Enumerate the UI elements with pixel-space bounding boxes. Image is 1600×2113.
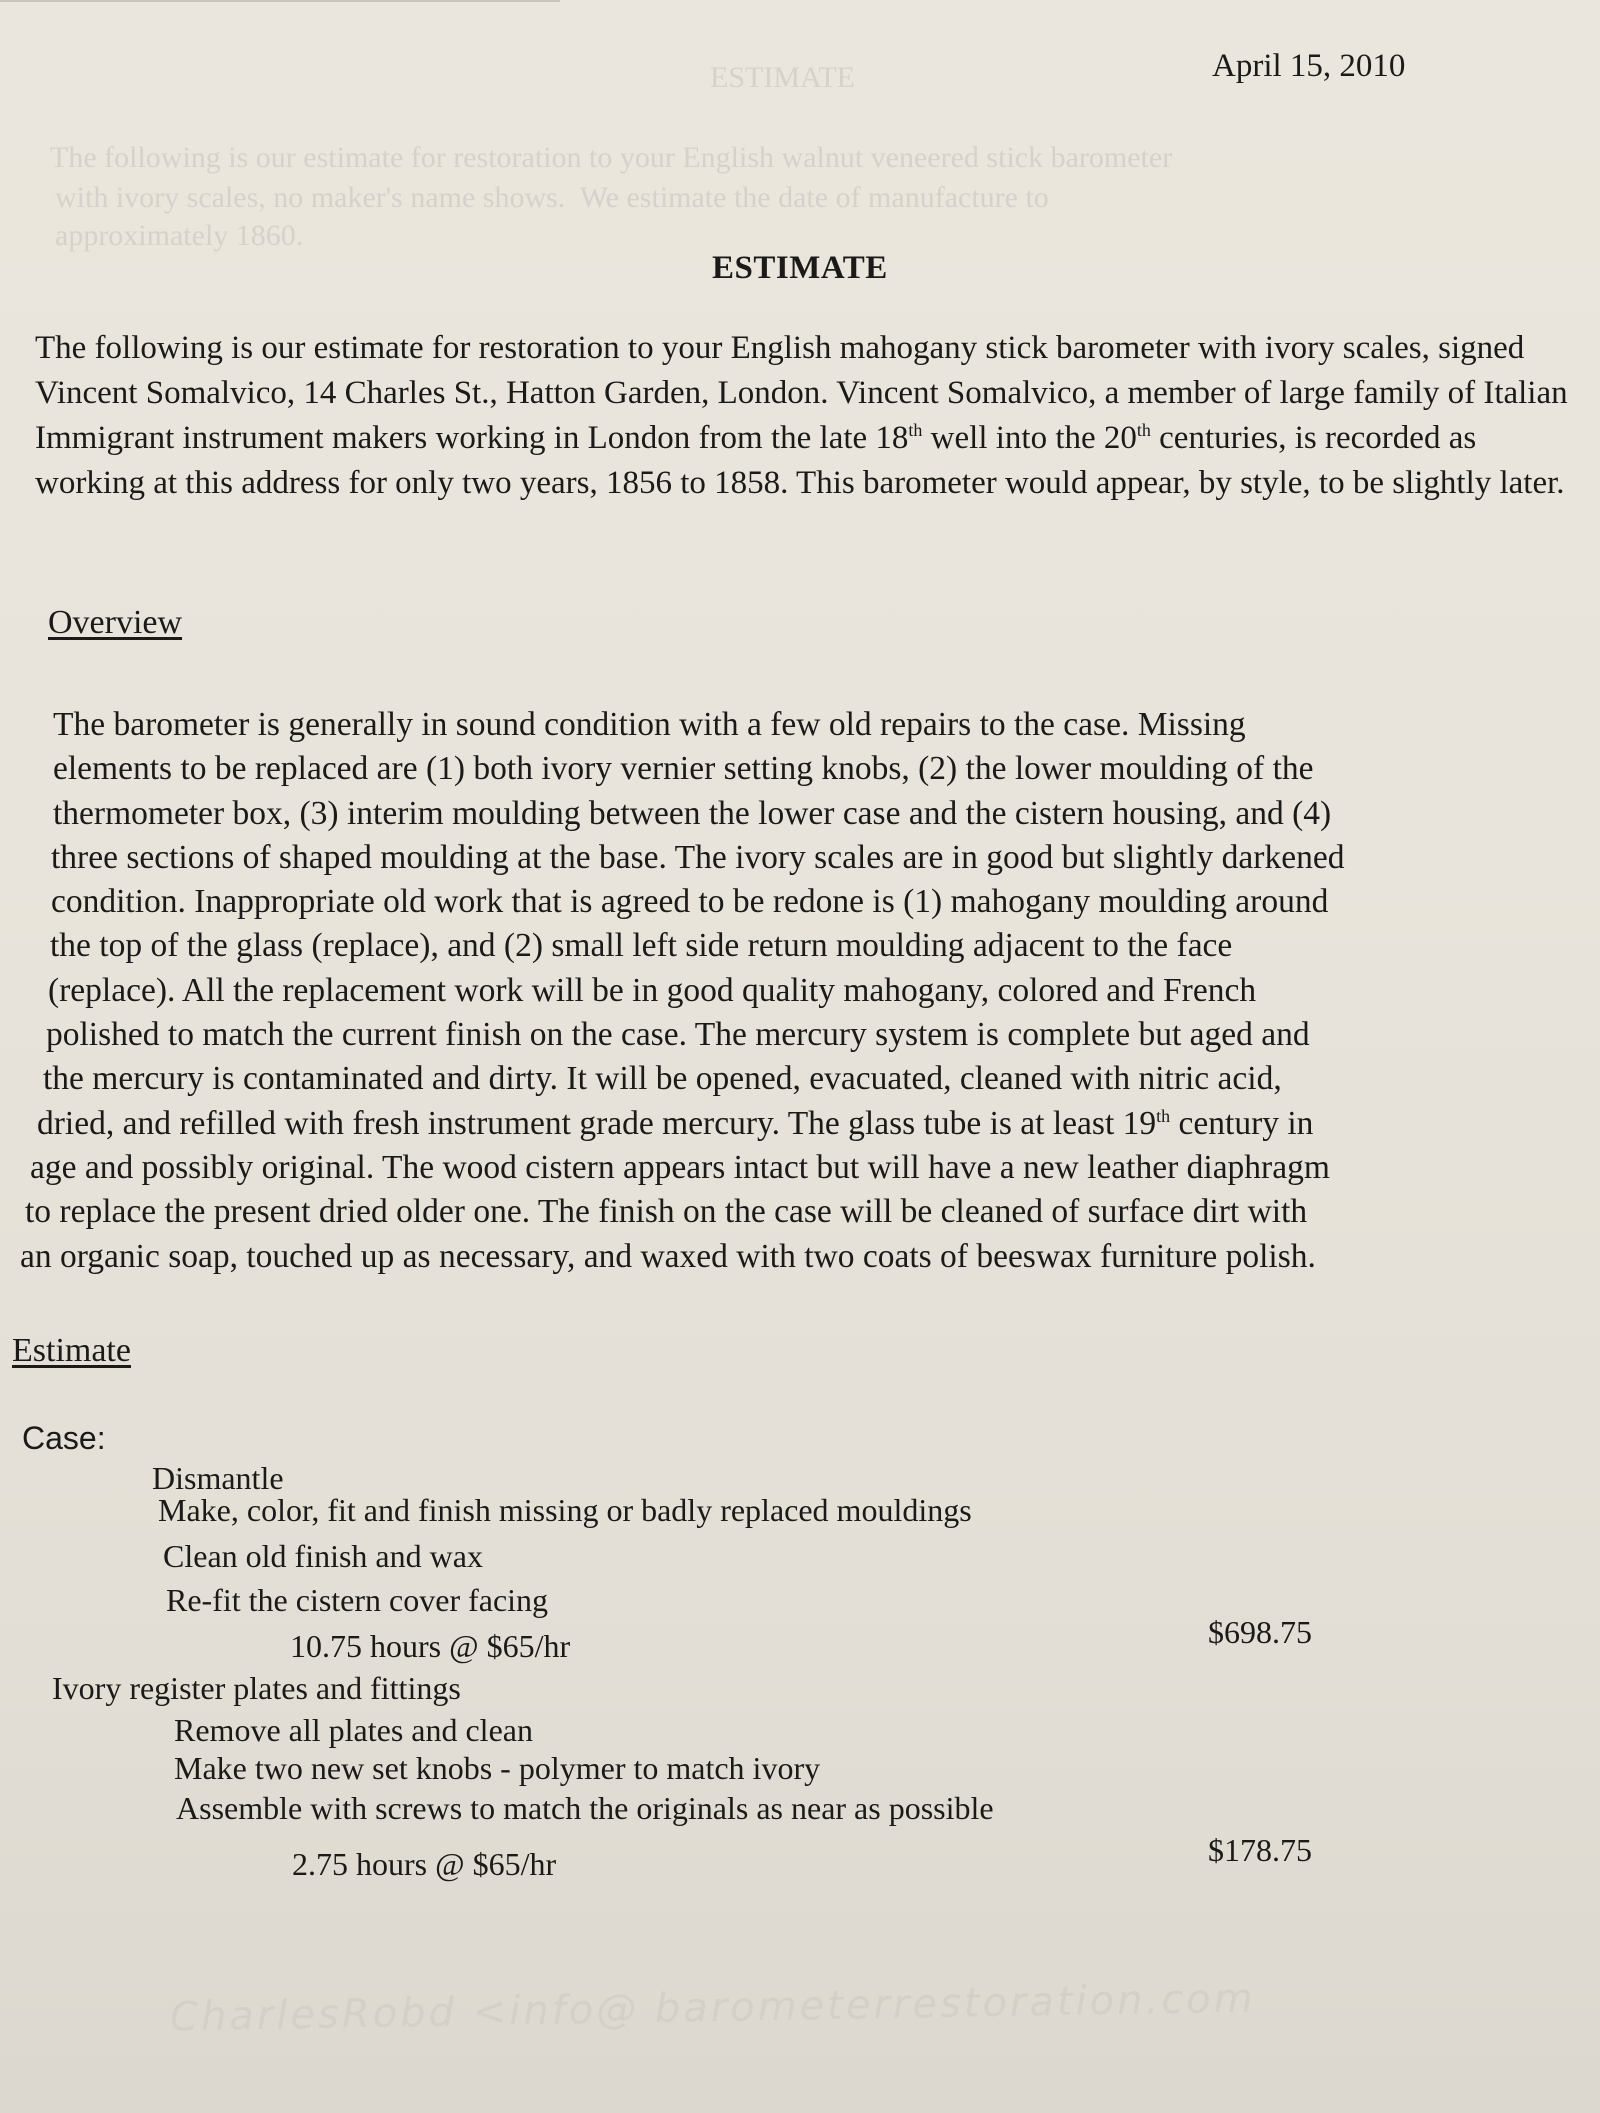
- overview-line-text: dried, and refilled with fresh instrument grade mercury. The glass tube is at least 19: [37, 1104, 1157, 1142]
- top-edge-line: [0, 0, 560, 2]
- intro-text-3: centuries, is recorded as working at this address for only two years, 1856 to 1858. This barometer would appear, by style, to be slightly later.: [35, 420, 1565, 501]
- ordinal-suffix: th: [1136, 420, 1151, 440]
- ivory-amount: $178.75: [1208, 1832, 1312, 1868]
- overview-line: an organic soap, touched up as necessary, and waxed with two coats of beeswax furniture polish.: [20, 1237, 1316, 1275]
- ivory-item: Make two new set knobs - polymer to match ivory: [174, 1750, 821, 1786]
- case-item: Clean old finish and wax: [163, 1538, 483, 1574]
- case-item: Dismantle: [152, 1460, 284, 1496]
- faint-signature: CharlesRobd <info@ barometerrestoration.com: [169, 1975, 1257, 2041]
- case-item: Make, color, fit and finish missing or badly replaced mouldings: [158, 1492, 972, 1528]
- intro-text-2: well into the 20: [922, 420, 1137, 456]
- estimate-heading: Estimate: [12, 1332, 131, 1369]
- bleedthrough-line: with ivory scales, no maker's name shows. We estimate the date of manufacture to: [55, 181, 1049, 214]
- overview-line-text: century in: [1170, 1104, 1314, 1142]
- ivory-label: Ivory register plates and fittings: [52, 1670, 461, 1706]
- intro-paragraph: [35, 326, 1580, 506]
- overview-heading: Overview: [48, 604, 183, 641]
- ordinal-suffix: th: [1156, 1105, 1171, 1126]
- case-amount: $698.75: [1208, 1614, 1312, 1650]
- overview-line: elements to be replaced are (1) both ivory vernier setting knobs, (2) the lower moulding of the: [53, 750, 1314, 788]
- intro-text-1: The following is our estimate for restoration to your English mahogany stick barometer with ivory scales, signed Vincent Somalvico, 14 Charles St., Hatton Garden, London. Vincent Somalvico, a member of large family of Italian Immigrant instrument makers working in London from the late 18: [35, 330, 1568, 456]
- overview-line: three sections of shaped moulding at the base. The ivory scales are in good but slightly darkened: [51, 838, 1345, 876]
- overview-line: thermometer box, (3) interim moulding between the lower case and the cistern housing, and (4): [53, 794, 1332, 832]
- overview-line: (replace). All the replacement work will be in good quality mahogany, colored and French: [48, 971, 1257, 1009]
- document-title: ESTIMATE: [712, 250, 888, 286]
- overview-line: age and possibly original. The wood cistern appears intact but will have a new leather diaphragm: [30, 1148, 1330, 1186]
- overview-line: the top of the glass (replace), and (2) small left side return moulding adjacent to the face: [50, 927, 1233, 965]
- ivory-item: Assemble with screws to match the originals as near as possible: [176, 1790, 994, 1826]
- overview-line: to replace the present dried older one. The finish on the case will be cleaned of surface dirt with: [25, 1193, 1308, 1231]
- case-hours: 10.75 hours @ $65/hr: [290, 1628, 571, 1664]
- overview-paragraph: [20, 703, 1580, 1279]
- ordinal-suffix: th: [908, 420, 923, 440]
- bleedthrough-line: approximately 1860.: [55, 219, 304, 252]
- overview-line: polished to match the current finish on the case. The mercury system is complete but aged and: [46, 1016, 1310, 1054]
- bleedthrough-title: ESTIMATE: [710, 61, 855, 94]
- case-item: Re-fit the cistern cover facing: [166, 1582, 549, 1618]
- bleedthrough-line: The following is our estimate for restoration to your English walnut veneered stick barometer: [50, 141, 1173, 174]
- case-label: Case:: [22, 1420, 106, 1456]
- overview-line: condition. Inappropriate old work that is agreed to be redone is (1) mahogany moulding around: [51, 883, 1329, 921]
- letter-date: April 15, 2010: [1212, 48, 1406, 84]
- overview-line: [20, 1102, 1580, 1146]
- ivory-item: Remove all plates and clean: [174, 1712, 533, 1748]
- ivory-hours: 2.75 hours @ $65/hr: [292, 1846, 557, 1882]
- overview-line: The barometer is generally in sound condition with a few old repairs to the case. Missing: [53, 706, 1246, 743]
- overview-line: the mercury is contaminated and dirty. It will be opened, evacuated, cleaned with nitric acid,: [43, 1060, 1282, 1098]
